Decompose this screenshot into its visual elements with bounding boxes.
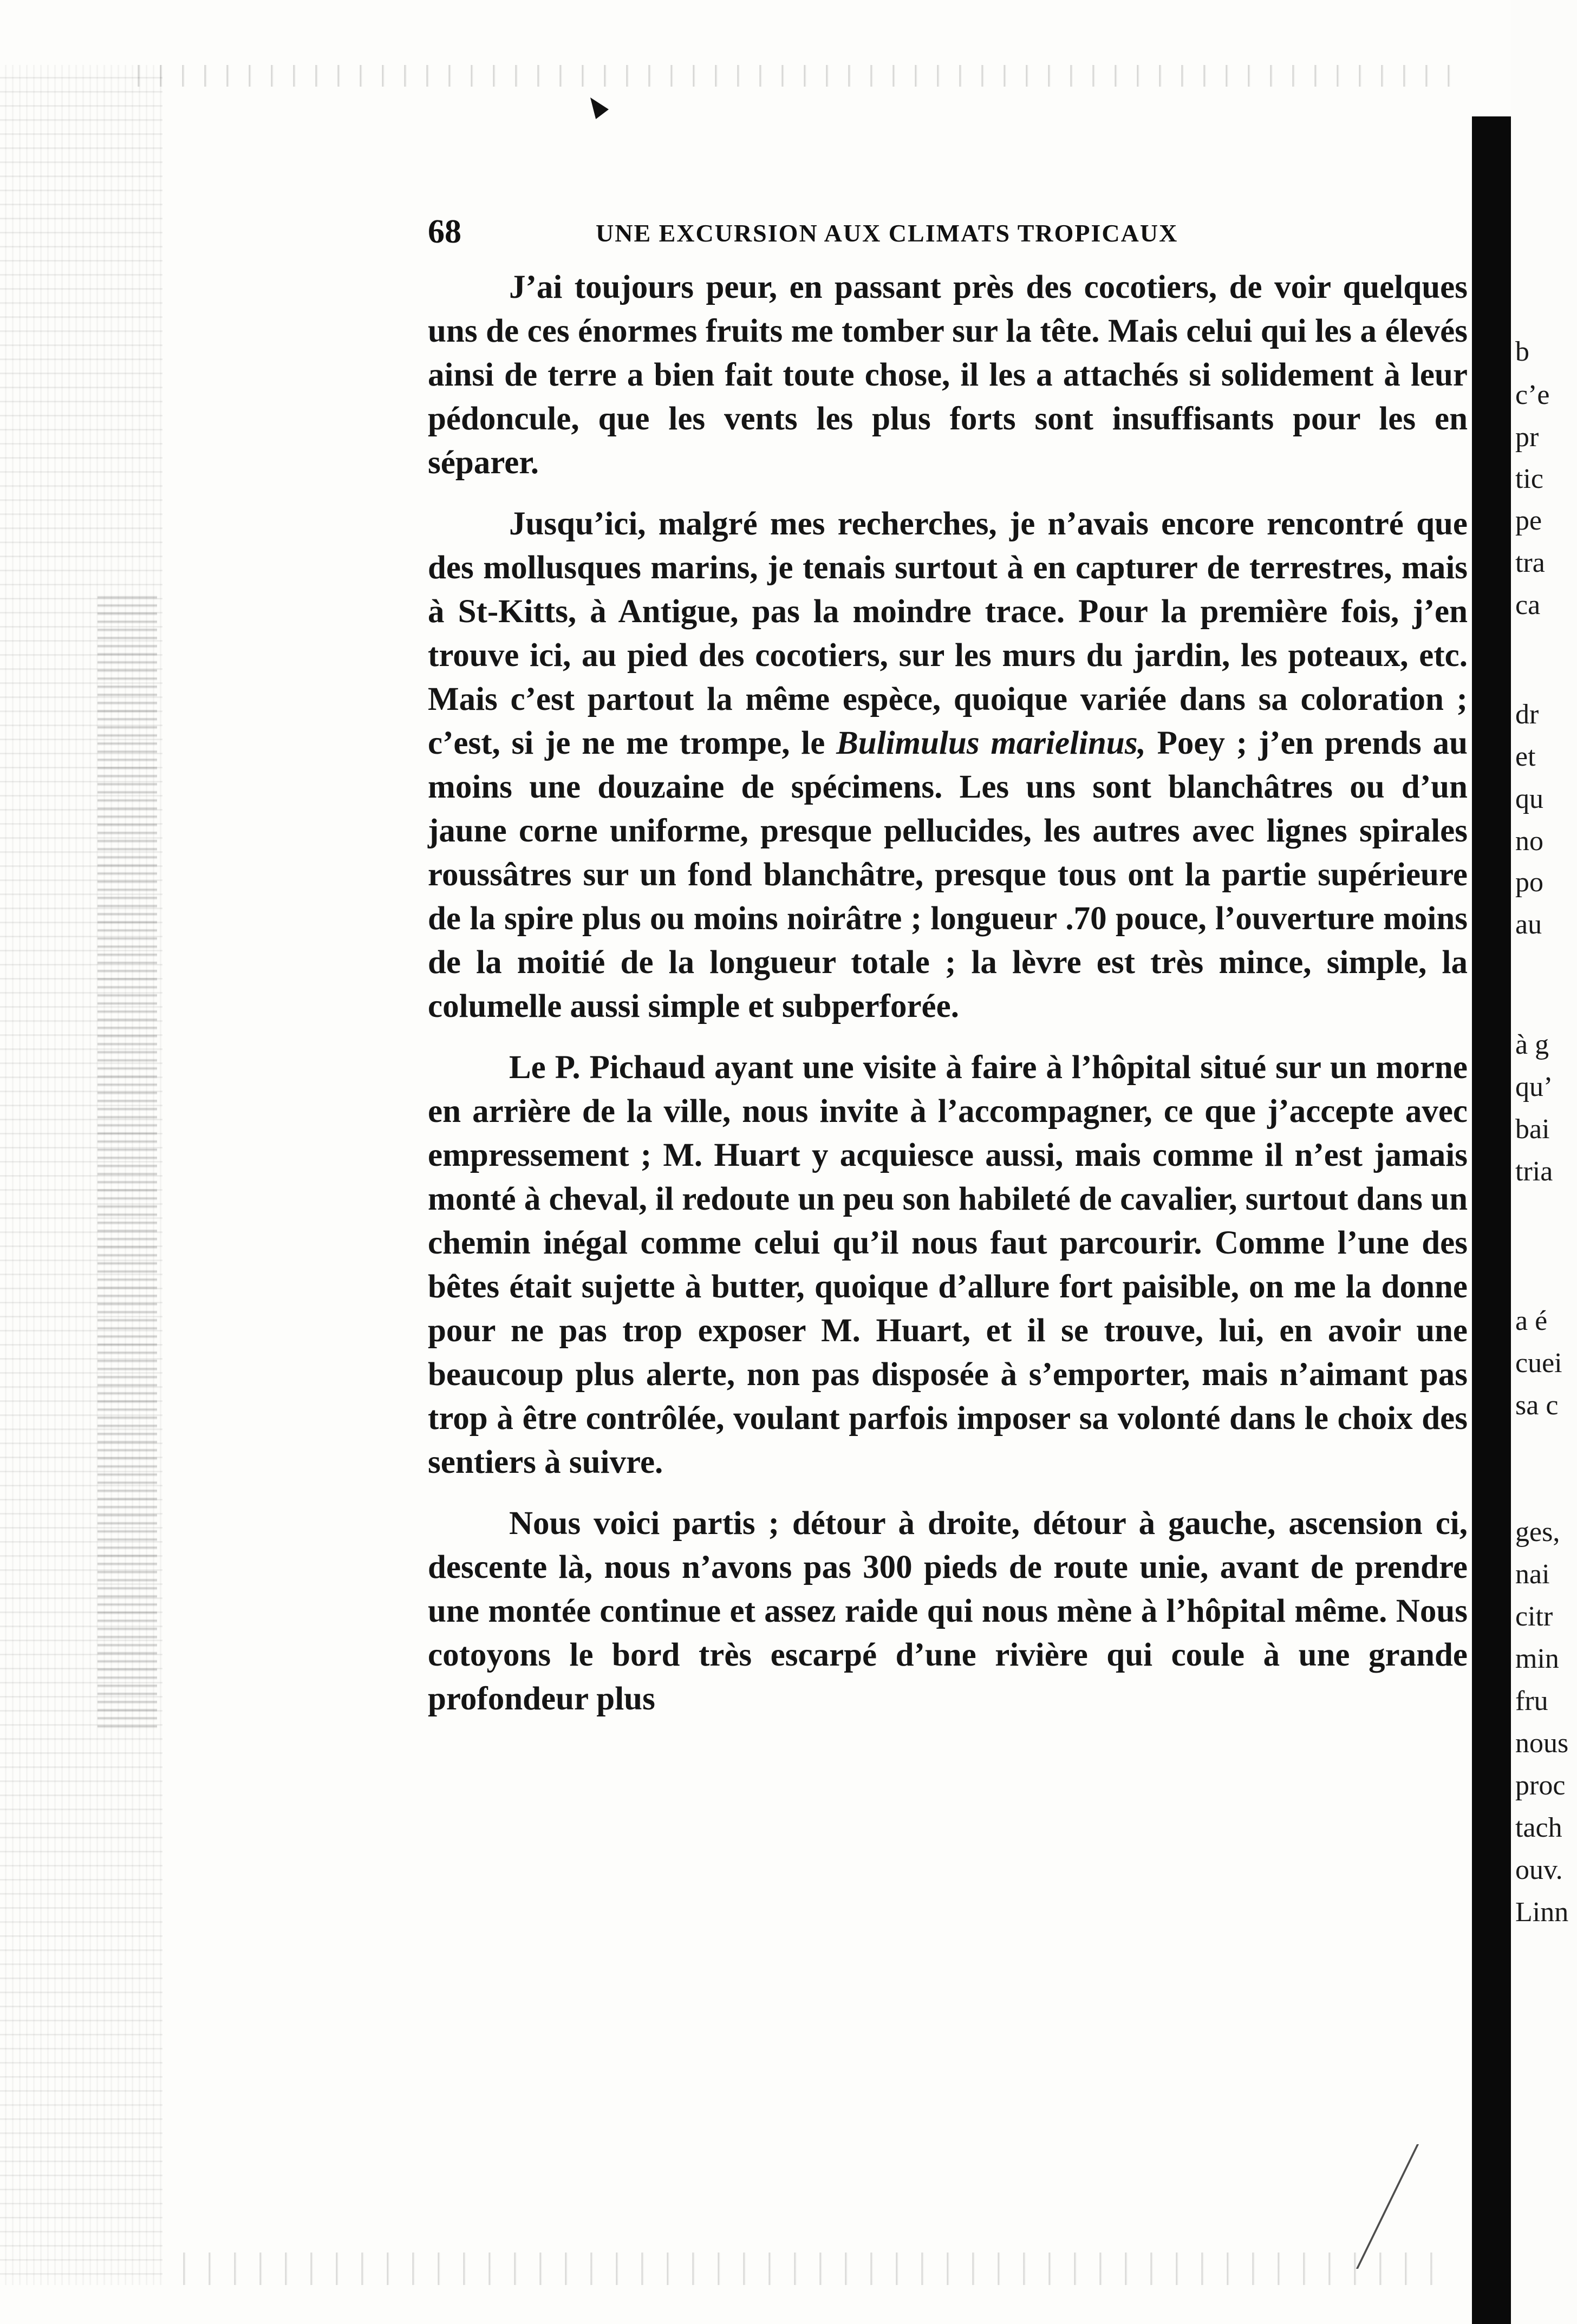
binding-edge-dense xyxy=(97,596,157,1733)
species-name: Bulimulus marielinus, xyxy=(836,725,1146,761)
facing-page-fragment: sa c xyxy=(1515,1390,1559,1421)
page-number: 68 xyxy=(428,213,461,250)
body-text xyxy=(428,265,1468,1738)
paragraph-2-text-after: Poey ; j’en prends au moins une douzaine de spécimens. Les uns sont blanchâtres ou d’un jaune corne uniforme, presque pellucides, les autres avec lignes spirales roussâtres sur un fond blanchâtre, presque tous ont la partie supérieure de la spire plus ou moins noirâtre ; longueur .70 pouce, l’ouverture moins de la moitié de la longueur totale ; la lèvre est très mince, simple, la columelle aussi simple et subperforée. xyxy=(428,725,1468,1024)
gutter-shadow xyxy=(1472,116,1511,2324)
facing-page-fragment: qu xyxy=(1515,784,1543,814)
facing-page-fragment: no xyxy=(1515,826,1543,857)
facing-page-fragment: ca xyxy=(1515,590,1541,621)
facing-page-fragment: nai xyxy=(1515,1559,1550,1590)
facing-page-fragment: au xyxy=(1515,909,1542,940)
paragraph-2-text-before: Jusqu’ici, malgré mes recherches, je n’avais encore rencontré que des mollusques marins, je tenais surtout à en capturer de terrestres, mais à St-Kitts, à Antigue, pas la moindre trace. Pour la première fois, j’en trouve ici, au pied des cocotiers, sur les murs du jardin, les poteaux, etc. Mais c’est partout la même espèce, quoique variée dans sa coloration ; c’est, si je ne me trompe, le xyxy=(428,506,1468,761)
facing-page-fragment: Linn xyxy=(1515,1897,1569,1928)
facing-page-fragment: c’e xyxy=(1515,380,1550,410)
facing-page-fragment: pe xyxy=(1515,505,1542,536)
facing-page-fragment: pr xyxy=(1515,422,1539,453)
facing-page-fragment: proc xyxy=(1515,1770,1566,1801)
facing-page-fragment: ouv. xyxy=(1515,1855,1563,1885)
top-edge-noise xyxy=(130,65,1451,87)
facing-page-fragment: po xyxy=(1515,867,1543,898)
facing-page-edge xyxy=(1511,0,1577,2324)
facing-page-fragment: cuei xyxy=(1515,1348,1562,1379)
arrow-mark-icon xyxy=(590,97,609,119)
facing-page-fragment: et xyxy=(1515,741,1536,772)
facing-page-fragment: b xyxy=(1515,336,1529,367)
facing-page-fragment: fru xyxy=(1515,1686,1548,1716)
facing-page-fragment: tic xyxy=(1515,464,1543,494)
facing-page-fragment: qu’ xyxy=(1515,1072,1553,1102)
running-head-title: UNE EXCURSION AUX CLIMATS TROPICAUX xyxy=(596,219,1178,247)
paragraph-1: J’ai toujours peur, en passant près des cocotiers, de voir quelques uns de ces énormes fruits me tomber sur la tête. Mais celui qui les a élevés ainsi de terre a bien fait toute chose, il les a attachés si solidement à leur pédoncule, que les vents les plus forts sont insuffisants pour les en séparer. xyxy=(428,269,1468,481)
facing-page-fragment: tach xyxy=(1515,1812,1562,1843)
facing-page-fragment: bai xyxy=(1515,1114,1550,1145)
facing-page-fragment: a é xyxy=(1515,1305,1548,1336)
facing-page-fragment: tra xyxy=(1515,547,1545,578)
facing-page-fragment: citr xyxy=(1515,1601,1553,1632)
paragraph-2 xyxy=(428,502,1468,1028)
facing-page-fragment: min xyxy=(1515,1643,1559,1674)
bottom-edge-noise xyxy=(173,2253,1451,2285)
facing-page-fragment: dr xyxy=(1515,699,1539,730)
facing-page-fragment: à g xyxy=(1515,1029,1549,1060)
paragraph-4: Nous voici partis ; détour à droite, détour à gauche, ascension ci, descente là, nous n’avons pas 300 pieds de route unie, avant de prendre une montée continue et assez raide qui nous mène à l’hôpital même. Nous cotoyons le bord très escarpé d’une rivière qui coule à une grande profondeur plus xyxy=(428,1505,1468,1717)
facing-page-fragment: nous xyxy=(1515,1728,1569,1759)
facing-page-fragment: tria xyxy=(1515,1156,1553,1187)
paragraph-3: Le P. Pichaud ayant une visite à faire à l’hôpital situé sur un morne en arrière de la ville, nous invite à l’accompagner, ce que j’accepte avec empressement ; M. Huart y acquiesce aussi, mais comme il n’est jamais monté à cheval, il redoute un peu son habileté de cavalier, surtout dans un chemin inégal comme celui qu’il nous faut parcourir. Comme l’une des bêtes était sujette à butter, quoique d’allure fort paisible, on me la donne pour ne pas trop exposer M. Huart, et il se trouve, lui, en avoir une beaucoup plus alerte, non pas disposée à s’emporter, mais n’aimant pas trop à être contrôlée, voulant parfois imposer sa volonté dans le choix des sentiers à suivre. xyxy=(428,1049,1468,1480)
facing-page-fragment: ges, xyxy=(1515,1517,1560,1548)
